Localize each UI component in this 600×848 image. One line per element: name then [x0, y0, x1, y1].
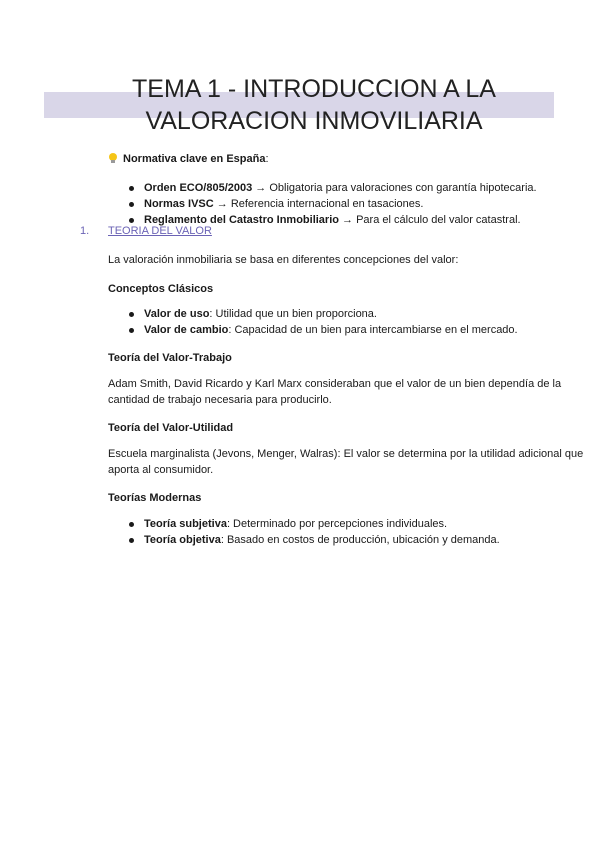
section-number: 1.	[80, 225, 90, 237]
title-line-1: TEMA 1 - INTRODUCCION A LA	[132, 75, 496, 103]
title-line-2: VALORACION INMOVILIARIA	[145, 107, 483, 135]
bullet-icon	[129, 202, 134, 207]
list-item: Normas IVSC → Referencia internacional en tasaciones.	[128, 196, 537, 212]
modernas-list	[128, 516, 500, 548]
utilidad-heading: Teoría del Valor-Utilidad	[108, 422, 234, 434]
list-item: Valor de uso: Utilidad que un bien proporciona.	[128, 306, 518, 322]
bullet-icon	[129, 538, 134, 543]
bullet-icon	[129, 312, 134, 317]
section-intro: La valoración inmobiliaria se basa en diferentes concepciones del valor:	[108, 254, 459, 266]
bullet-icon	[129, 522, 134, 527]
list-item: Reglamento del Catastro Inmobiliario → Para el cálculo del valor catastral.	[128, 212, 537, 228]
clasicos-heading: Conceptos Clásicos	[108, 283, 214, 295]
bullet-icon	[129, 328, 134, 333]
normativa-heading: Normativa clave en España:	[109, 151, 269, 167]
list-item: Orden ECO/805/2003 → Obligatoria para valoraciones con garantía hipotecaria.	[128, 180, 537, 196]
list-item: Teoría subjetiva: Determinado por percepciones individuales.	[128, 516, 500, 532]
normativa-list	[128, 180, 537, 228]
trabajo-heading: Teoría del Valor-Trabajo	[108, 352, 232, 364]
lightbulb-icon	[109, 153, 117, 163]
utilidad-paragraph: Escuela marginalista (Jevons, Menger, Walras): El valor se determina por la utilidad adicional que aporta al consumidor.	[108, 448, 584, 476]
list-item: Teoría objetiva: Basado en costos de producción, ubicación y demanda.	[128, 532, 500, 548]
bullet-icon	[129, 186, 134, 191]
modernas-heading: Teorías Modernas	[108, 492, 202, 504]
list-item: Valor de cambio: Capacidad de un bien para intercambiarse en el mercado.	[128, 322, 518, 338]
normativa-label: Normativa clave en España	[123, 153, 266, 165]
trabajo-paragraph: Adam Smith, David Ricardo y Karl Marx consideraban que el valor de un bien dependía de la cantidad de trabajo necesaria para producirlo.	[108, 378, 562, 406]
clasicos-list	[128, 306, 518, 338]
section-title-link[interactable]: TEORIA DEL VALOR	[108, 225, 212, 237]
page-title	[44, 73, 584, 137]
